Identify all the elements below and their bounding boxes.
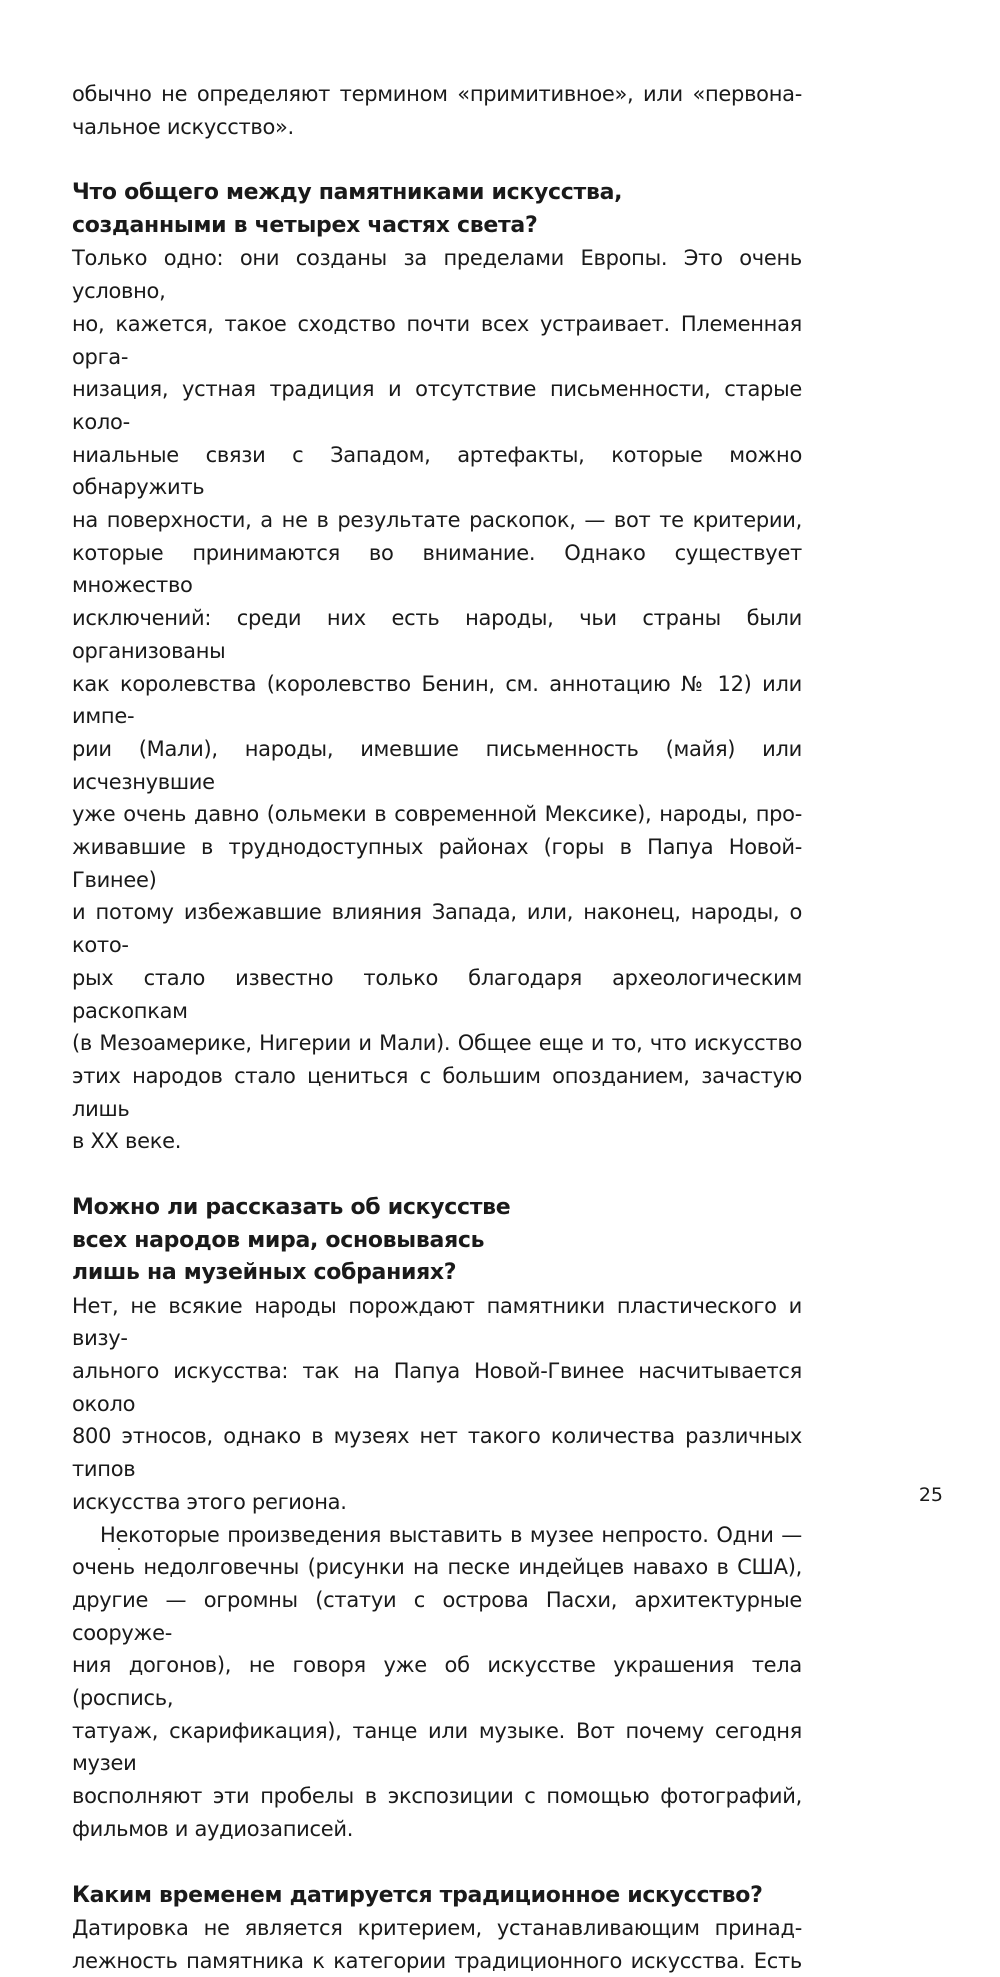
- text-line: этих народов стало цениться с большим опозданием, зачастую лишь: [72, 1063, 802, 1121]
- section-common-features: [72, 177, 802, 1158]
- page-body: [72, 78, 802, 1977]
- text-line: как королевства (королевство Бенин, см. аннотацию № 12) или импе-: [72, 671, 802, 729]
- heading-line: Что общего между памятниками искусства,: [72, 180, 623, 206]
- section-heading: [72, 1192, 802, 1290]
- text-line: обычно не определяют термином «примитивное», или «первона-: [72, 82, 802, 106]
- text-line: рых стало известно только благодаря археологическим раскопкам: [72, 965, 802, 1023]
- text-line: и потому избежавшие влияния Запада, или, наконец, народы, о кото-: [72, 900, 802, 958]
- section-heading: [72, 177, 802, 242]
- heading-line: всех народов мира, основываясь: [72, 1227, 485, 1253]
- text-line: которые принимаются во внимание. Однако существует множество: [72, 540, 802, 598]
- text-line: исключений: среди них есть народы, чьи страны были организованы: [72, 606, 802, 663]
- text-line: чальное искусство».: [72, 114, 294, 139]
- text-line: другие — огромны (статуи с острова Пасхи, архитектурные сооруже-: [72, 1587, 802, 1645]
- text-line: ния догонов), не говоря уже об искусстве украшения тела (роспись,: [72, 1653, 802, 1711]
- heading-line: Каким временем датируется традиционное искусство?: [72, 1882, 763, 1908]
- text-line: в XX веке.: [72, 1129, 182, 1154]
- text-line: лежность памятника к категории традиционного искусства. Есть: [72, 1948, 802, 1973]
- text-line: ниальные связи с Западом, артефакты, которые можно обнаружить: [72, 442, 802, 500]
- paragraph: [72, 1912, 802, 1977]
- section-museum-collections: [72, 1192, 802, 1845]
- text-line: Только одно: они созданы за пределами Европы. Это очень условно,: [72, 246, 802, 304]
- text-line: ального искусства: так на Папуа Новой-Гвинее насчитывается около: [72, 1359, 802, 1416]
- text-line: (в Мезоамерике, Нигерии и Мали). Общее еще и то, что искусство: [72, 1031, 802, 1056]
- text-line: уже очень давно (ольмеки в современной Мексике), народы, про-: [72, 802, 802, 827]
- text-line: но, кажется, такое сходство почти всех устраивает. Племенная орга-: [72, 311, 802, 369]
- text-line: Нет, не всякие народы порождают памятники пластического и визу-: [72, 1293, 802, 1351]
- section-heading: [72, 1880, 802, 1913]
- text-line: искусства этого региона.: [72, 1489, 347, 1514]
- scan-speck: [118, 1548, 120, 1550]
- text-line: рии (Мали), народы, имевшие письменность (майя) или исчезнувшие: [72, 736, 802, 794]
- intro-paragraph: [72, 78, 802, 143]
- heading-line: Можно ли рассказать об искусстве: [72, 1195, 511, 1221]
- heading-line: лишь на музейных собраниях?: [72, 1260, 457, 1286]
- text-line: очень недолговечны (рисунки на песке индейцев навахо в США),: [72, 1555, 802, 1580]
- text-line: фильмов и аудиозаписей.: [72, 1816, 354, 1841]
- text-line: Датировка не является критерием, устанавливающим принад-: [72, 1916, 802, 1941]
- paragraph: [72, 1290, 802, 1519]
- text-line: восполняют эти пробелы в экспозиции с помощью фотографий,: [72, 1784, 802, 1809]
- text-line: Некоторые произведения выставить в музее непросто. Одни —: [100, 1522, 802, 1547]
- paragraph: [72, 242, 802, 1158]
- text-line: низация, устная традиция и отсутствие письменности, старые коло-: [72, 377, 802, 434]
- section-dating: [72, 1880, 802, 1977]
- text-line: татуаж, скарификация), танце или музыке. Вот почему сегодня музеи: [72, 1718, 802, 1776]
- text-line: на поверхности, а не в результате раскопок, — вот те критерии,: [72, 508, 802, 533]
- page-number: 25: [918, 1484, 943, 1506]
- text-line: 800 этносов, однако в музеях нет такого количества различных типов: [72, 1424, 802, 1482]
- text-line: живавшие в труднодоступных районах (горы в Папуа Новой-Гвинее): [72, 835, 802, 892]
- heading-line: созданными в четырех частях света?: [72, 212, 538, 238]
- paragraph: [72, 1519, 802, 1846]
